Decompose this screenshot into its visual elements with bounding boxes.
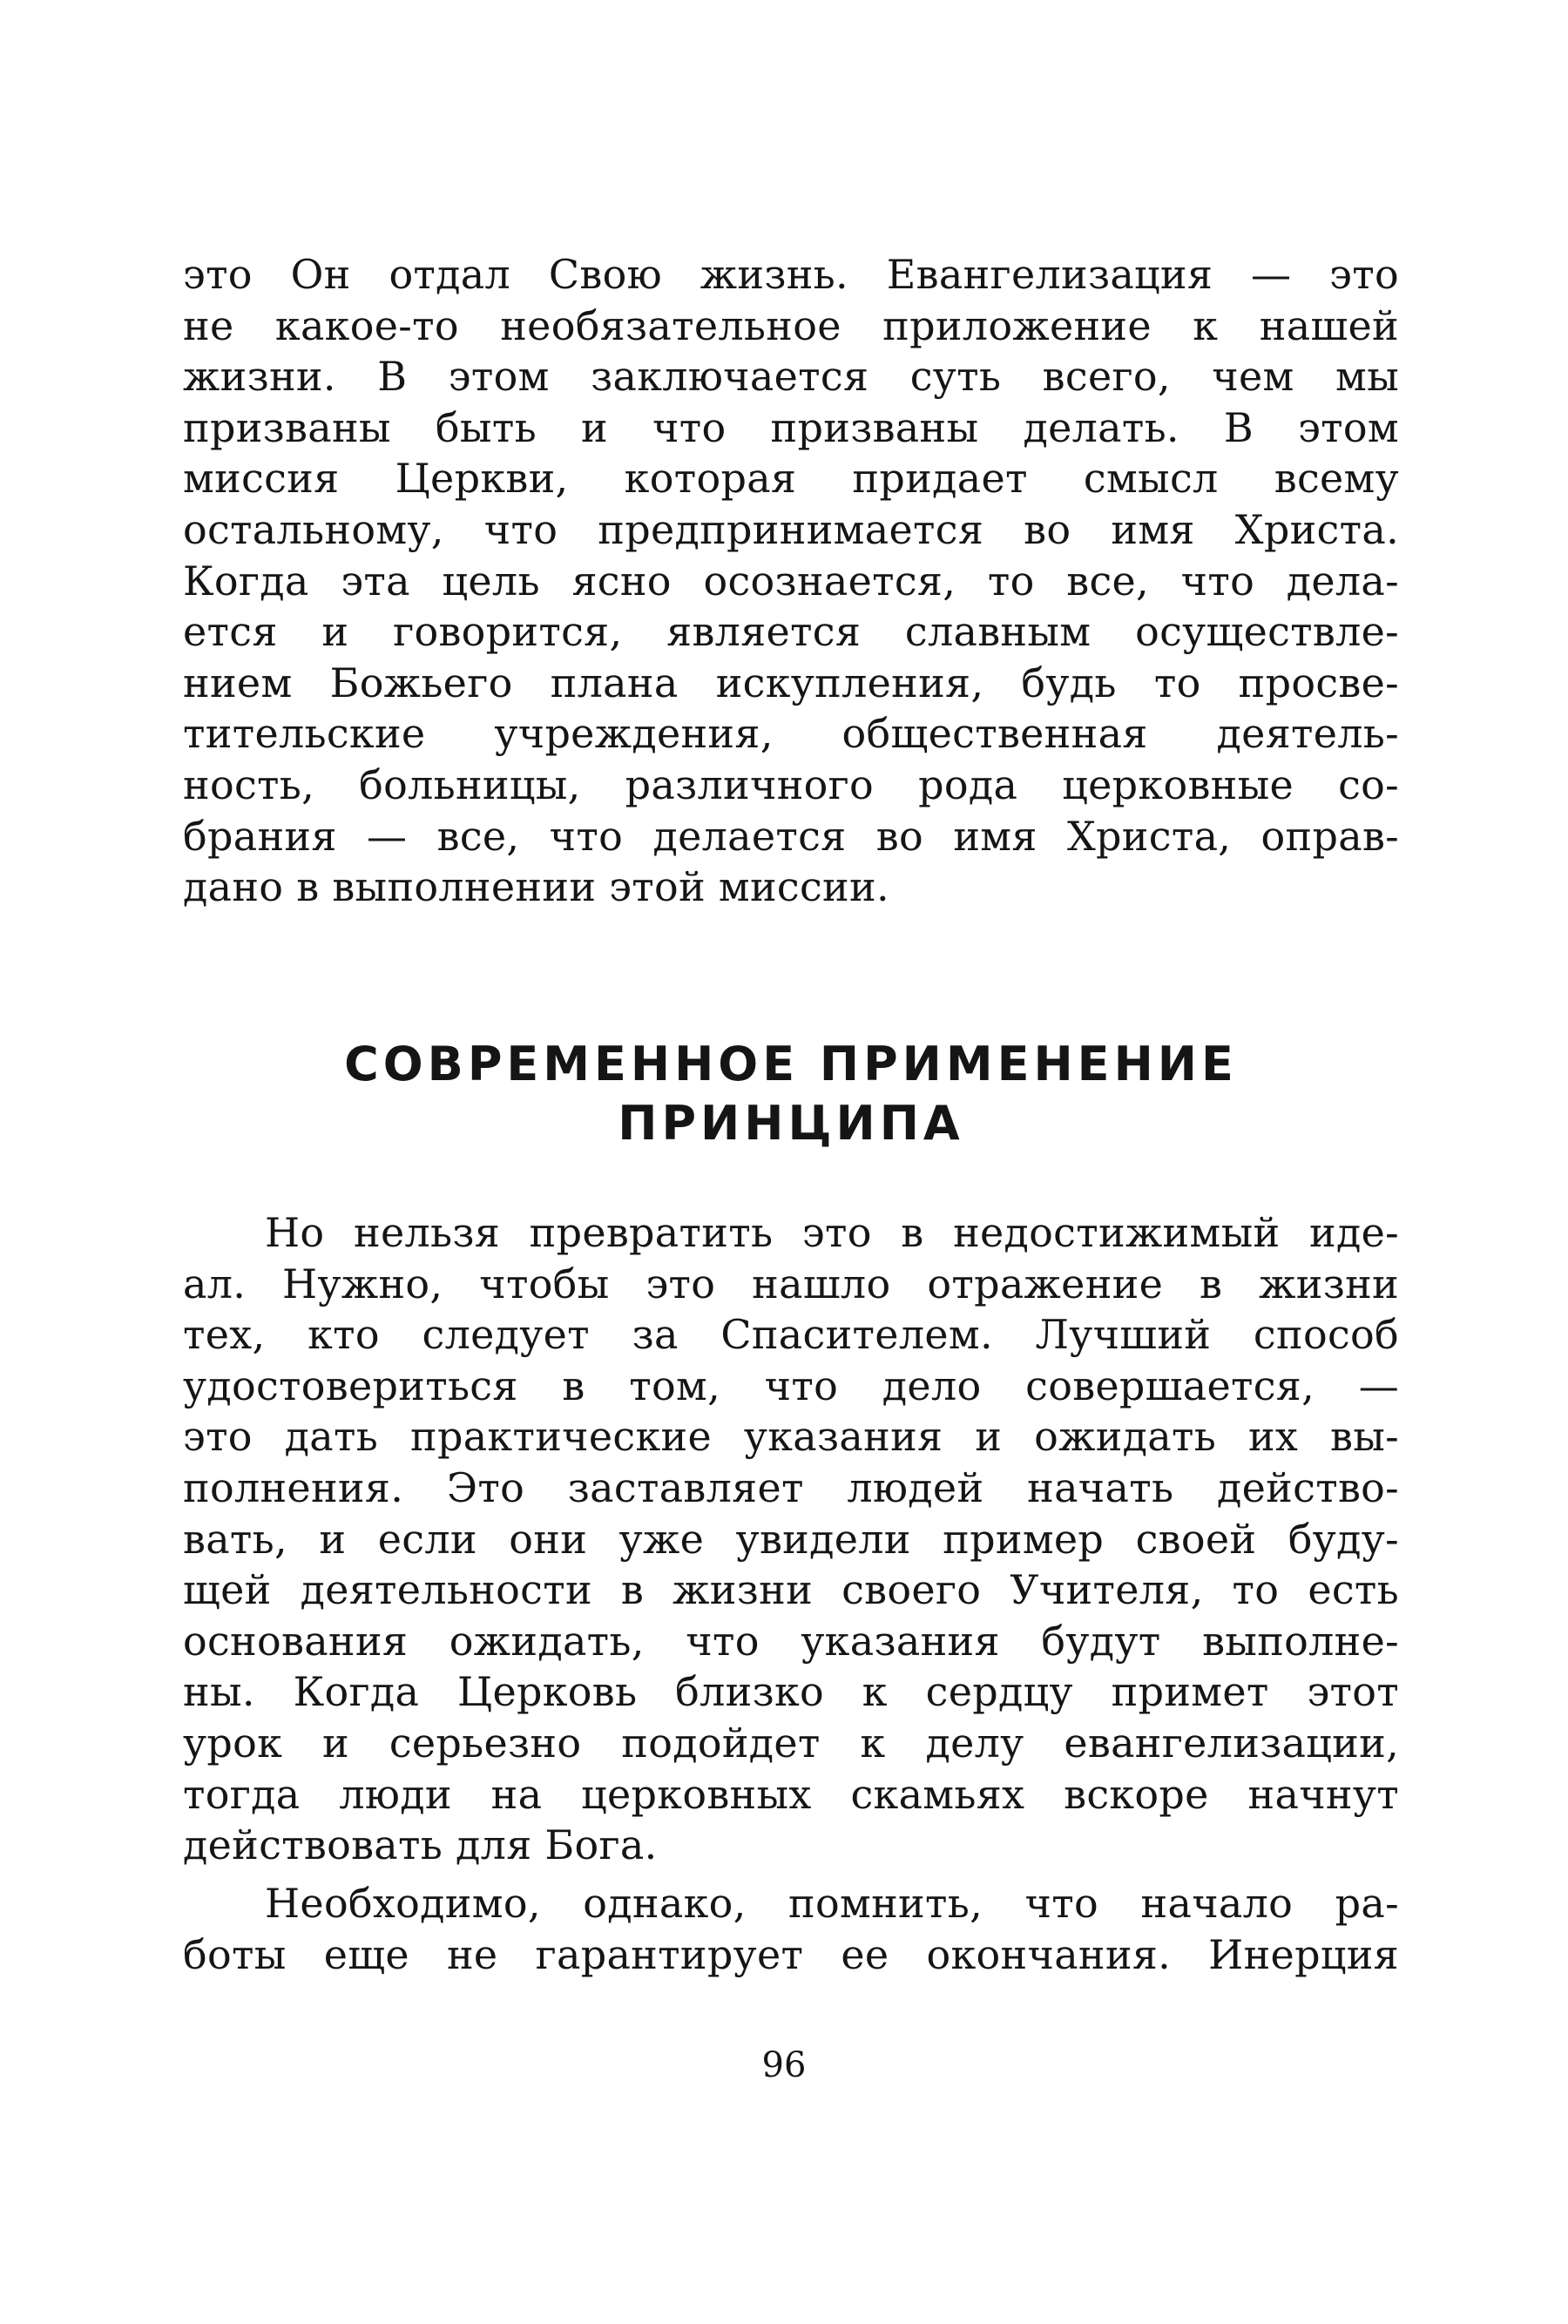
continued-paragraph <box>183 249 1399 913</box>
text-line: это Он отдал Свою жизнь. Евангелизация — это <box>183 251 1399 298</box>
text-line: урок и серьезно подойдет к делу евангелизации, <box>183 1719 1399 1767</box>
text-line: брания — все, что делается во имя Христа, оправ- <box>183 812 1399 860</box>
section-heading <box>183 1035 1399 1153</box>
text-line: ны. Когда Церковь близко к сердцу примет этот <box>183 1668 1399 1716</box>
heading-line: ПРИНЦИПА <box>618 1096 964 1151</box>
text-line: основания ожидать, что указания будут выполне- <box>183 1617 1399 1665</box>
text-line: тех, кто следует за Спасителем. Лучший способ <box>183 1311 1399 1359</box>
text-line: не какое-то необязательное приложение к нашей <box>183 301 1399 349</box>
text-line: дано в выполнении этой миссии. <box>183 863 889 911</box>
text-line: действовать для Бога. <box>183 1821 658 1869</box>
text-line: вать, и если они уже увидели пример своей буду- <box>183 1515 1399 1563</box>
text-line: ется и говорится, является славным осуществле- <box>183 608 1399 656</box>
text-line: жизни. В этом заключается суть всего, чем мы <box>183 353 1399 401</box>
paragraph <box>183 1207 1399 1871</box>
text-line: щей деятельности в жизни своего Учителя, то есть <box>183 1566 1399 1614</box>
text-line: боты еще не гарантирует ее окончания. Инерция <box>183 1930 1399 1978</box>
text-line: Но нельзя превратить это в недостижимый иде- <box>265 1209 1399 1256</box>
text-line: тительские учреждения, общественная деятель- <box>183 710 1399 758</box>
text-line: ность, больницы, различного рода церковные со- <box>183 760 1399 808</box>
text-line: удостовериться в том, что дело совершается, — <box>183 1361 1399 1409</box>
paragraph <box>183 1878 1399 1980</box>
text-line: полнения. Это заставляет людей начать действо- <box>183 1463 1399 1511</box>
text-line: ал. Нужно, чтобы это нашло отражение в жизни <box>183 1260 1399 1307</box>
text-line: тогда люди на церковных скамьях вскоре начнут <box>183 1770 1399 1818</box>
page-number: 96 <box>761 2045 807 2085</box>
heading-line: СОВРЕМЕННОЕ ПРИМЕНЕНИЕ <box>344 1037 1238 1091</box>
text-line: миссия Церкви, которая придает смысл всему <box>183 455 1399 503</box>
text-line: остальному, что предпринимается во имя Христа. <box>183 505 1399 553</box>
text-line: призваны быть и что призваны делать. В этом <box>183 403 1399 451</box>
text-line: Необходимо, однако, помнить, что начало ра- <box>265 1880 1399 1927</box>
text-line: это дать практические указания и ожидать их вы- <box>183 1413 1399 1461</box>
text-line: Когда эта цель ясно осознается, то все, что дела- <box>183 557 1399 605</box>
text-line: нием Божьего плана искупления, будь то просве- <box>183 659 1399 706</box>
